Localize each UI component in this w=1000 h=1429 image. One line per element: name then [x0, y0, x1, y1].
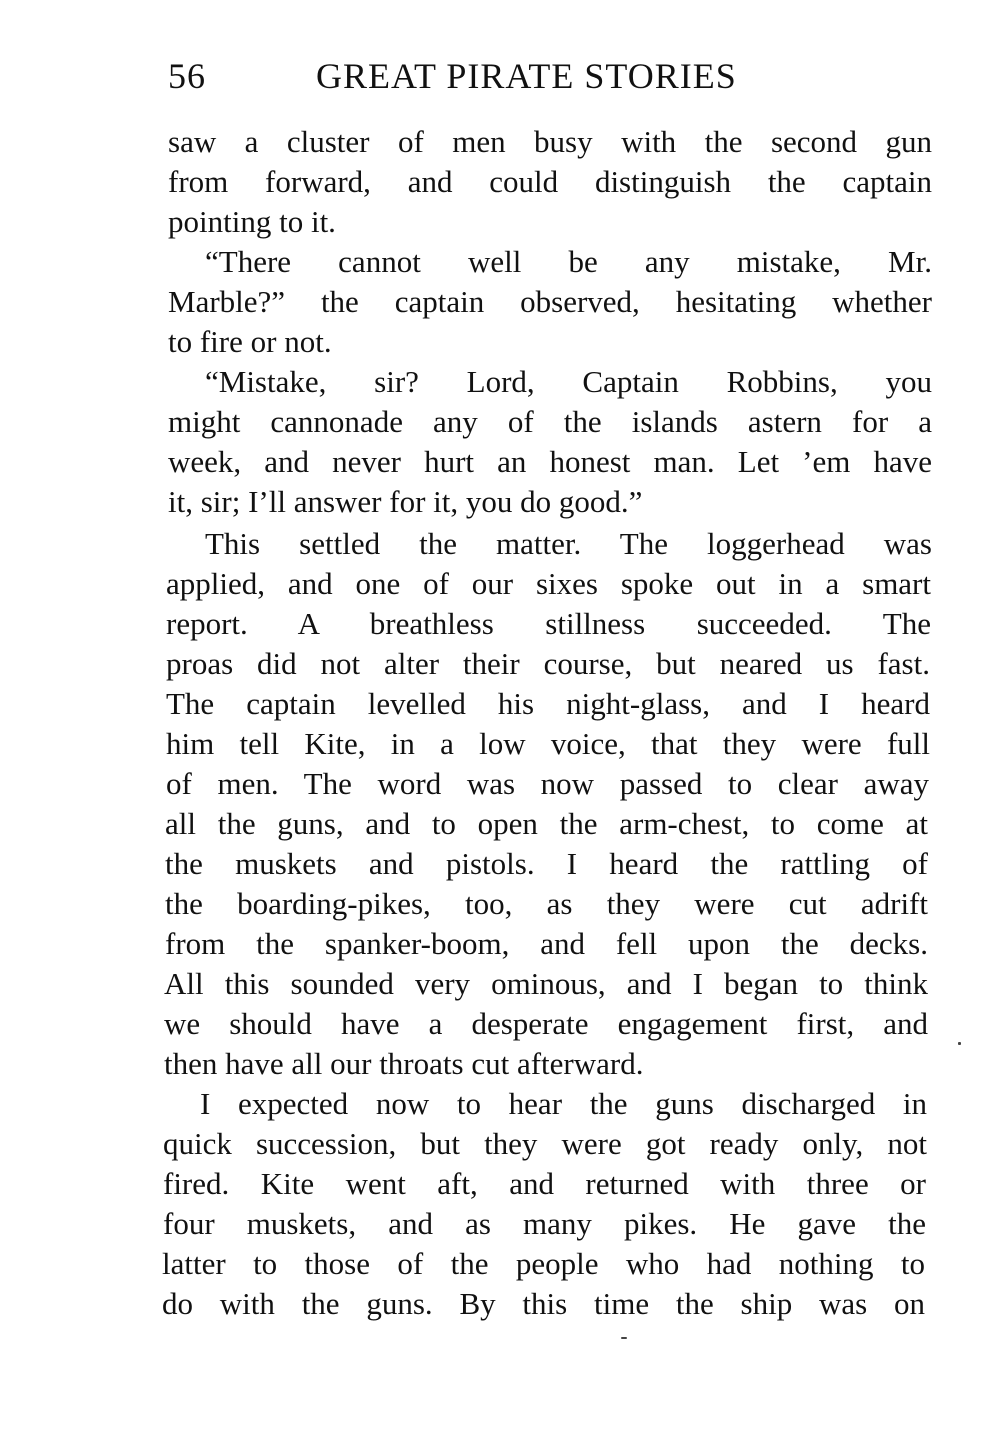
text-line: we should have a desperate engagement first, and	[164, 1006, 928, 1041]
text-line: four muskets, and as many pikes. He gave the	[163, 1206, 926, 1241]
text-line: the boarding-pikes, too, as they were cut adrift	[165, 886, 928, 921]
text-line: All this sounded very ominous, and I began to think	[164, 966, 928, 1001]
paragraph-first-line: I expected now to hear the guns discharged in	[200, 1086, 927, 1121]
text-line: fired. Kite went aft, and returned with three or	[163, 1166, 926, 1201]
text-line: The captain levelled his night-glass, and I heard	[166, 686, 930, 721]
paragraph-first-line: “There cannot well be any mistake, Mr.	[205, 244, 932, 279]
text-line: saw a cluster of men busy with the second gun	[168, 124, 932, 159]
text-line: do with the guns. By this time the ship was on	[162, 1286, 925, 1321]
text-line: might cannonade any of the islands astern for a	[168, 404, 932, 439]
running-head	[168, 52, 808, 100]
paragraph-first-line: “Mistake, sir? Lord, Captain Robbins, you	[205, 364, 932, 399]
text-line: it, sir; I’ll answer for it, you do good.”	[168, 484, 643, 519]
text-line: pointing to it.	[168, 204, 336, 239]
page-number: 56	[168, 56, 206, 96]
text-line: latter to those of the people who had nothing to	[162, 1246, 925, 1281]
text-line: the muskets and pistols. I heard the rattling of	[165, 846, 928, 881]
text-line: to fire or not.	[168, 324, 332, 359]
text-line: from forward, and could distinguish the captain	[168, 164, 932, 199]
text-line: him tell Kite, in a low voice, that they were full	[166, 726, 930, 761]
text-line: from the spanker-boom, and fell upon the decks.	[165, 926, 928, 961]
text-line: quick succession, but they were got ready only, not	[163, 1126, 927, 1161]
text-line: Marble?” the captain observed, hesitating whether	[168, 284, 932, 319]
text-line: report. A breathless stillness succeeded. The	[166, 606, 931, 641]
text-line: week, and never hurt an honest man. Let ’em have	[168, 444, 932, 479]
scan-speck	[958, 1042, 961, 1045]
paragraph-first-line: This settled the matter. The loggerhead was	[205, 526, 932, 561]
text-line: all the guns, and to open the arm-chest, to come at	[165, 806, 928, 841]
scan-speck	[621, 1337, 627, 1339]
text-line: of men. The word was now passed to clear away	[166, 766, 929, 801]
running-title: GREAT PIRATE STORIES	[316, 56, 737, 96]
text-line: proas did not alter their course, but neared us fast.	[166, 646, 930, 681]
text-line: then have all our throats cut afterward.	[164, 1046, 644, 1081]
text-line: applied, and one of our sixes spoke out in a smart	[166, 566, 931, 601]
